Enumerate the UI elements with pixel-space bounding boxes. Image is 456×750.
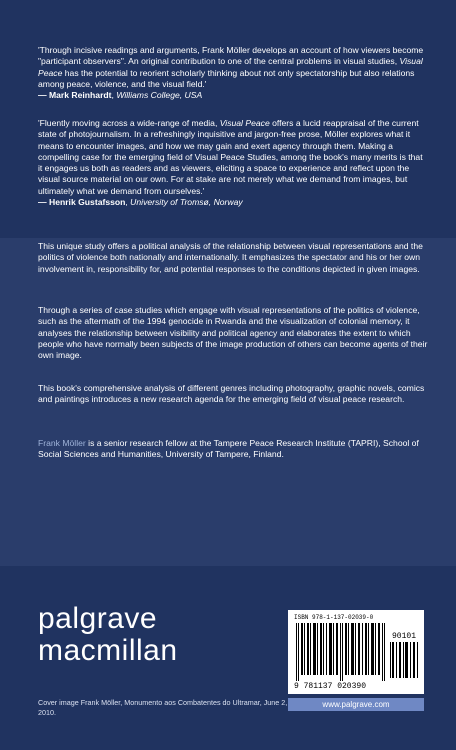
- price-code: 90101: [391, 632, 416, 641]
- review-quote-1: [38, 45, 428, 101]
- review-quote-2: [38, 118, 428, 208]
- description-paragraph-2: Through a series of case studies which engage with visual representations of the politics of violence, such as the aftermath of the 1994 genocide in Rwanda and the visualization of colonial memory, it analyses the relationship between visibility and political agency and elaborates the extent to which people who have normally been subjects of the image production of others can become agents of their own image.: [38, 305, 428, 361]
- author-name: Frank Möller: [38, 438, 86, 448]
- publisher-logo: [38, 604, 178, 668]
- reviewer-2-affiliation: University of Tromsø, Norway: [130, 197, 243, 208]
- review-2-text-end: offers a lucid reappraisal of the current state of photojournalism. In a refreshingly inquisitive and jargon-free prose, Möller explores what it means to encounter images, and how we may gain and exert agency through them. Making a compelling case for the emerging field of Visual Peace Studies, among the book's many merits is that it engages us both as readers and as viewers, eliciting a space to experience and reflect upon the visual source material on our own. For at stake are not merely what we demand from images, but ultimately what we demand from ourselves.': [38, 118, 423, 196]
- barcode-bars-icon: [296, 623, 386, 681]
- review-2-title: Visual Peace: [219, 118, 270, 128]
- reviewer-1-name: — Mark Reinhardt: [38, 90, 112, 101]
- description-paragraph-1: This unique study offers a political analysis of the relationship between visual representations and the politics of violence both nationally and internationally. It emphasizes the spectator and his or her own involvement in, responsibility for, and potential responses to the conditions depicted in given images.: [38, 241, 423, 274]
- isbn-label: ISBN 978-1-137-02039-0: [294, 614, 374, 621]
- reviewer-2-name: — Henrik Gustafsson: [38, 197, 126, 208]
- cover-credit: Cover image Frank Möller, Monumento aos Combatentes do Ultramar, June 2, 2010.: [38, 698, 288, 717]
- barcode-number: 9 781137 020390: [294, 682, 367, 691]
- review-1-text-end: has the potential to reorient scholarly thinking about not only spectatorship but also relations among peace, violence, and the visual field.': [38, 67, 415, 89]
- description-paragraph-3: This book's comprehensive analysis of different genres including photography, graphic novels, comics and paintings introduces a new research agenda for the emerging field of visual peace research.: [38, 383, 425, 405]
- author-bio: [38, 438, 428, 461]
- review-1-title: Visual Peace: [38, 56, 423, 78]
- author-bio-text: is a senior research fellow at the Tampere Peace Research Institute (TAPRI), School of Social Sciences and Humanities, University of Tampere, Finland.: [38, 438, 419, 460]
- review-1-attribution: — Mark Reinhardt, Williams College, USA: [38, 90, 203, 101]
- publisher-logo-line2: macmillan: [38, 634, 178, 667]
- reviewer-1-affiliation: Williams College, USA: [116, 90, 203, 101]
- price-barcode-icon: [390, 642, 418, 678]
- review-1-text: 'Through incisive readings and arguments, Frank Möller develops an account of how viewers become "participant observers". An original contribution to one of the central problems in visual studies,: [38, 45, 424, 67]
- barcode: [288, 610, 424, 694]
- review-2-attribution: — Henrik Gustafsson, University of Tromsø, Norway: [38, 197, 243, 208]
- review-2-text: 'Fluently moving across a wide-range of media,: [38, 118, 220, 128]
- publisher-logo-line1: palgrave: [38, 602, 158, 635]
- website-link[interactable]: www.palgrave.com: [288, 698, 424, 711]
